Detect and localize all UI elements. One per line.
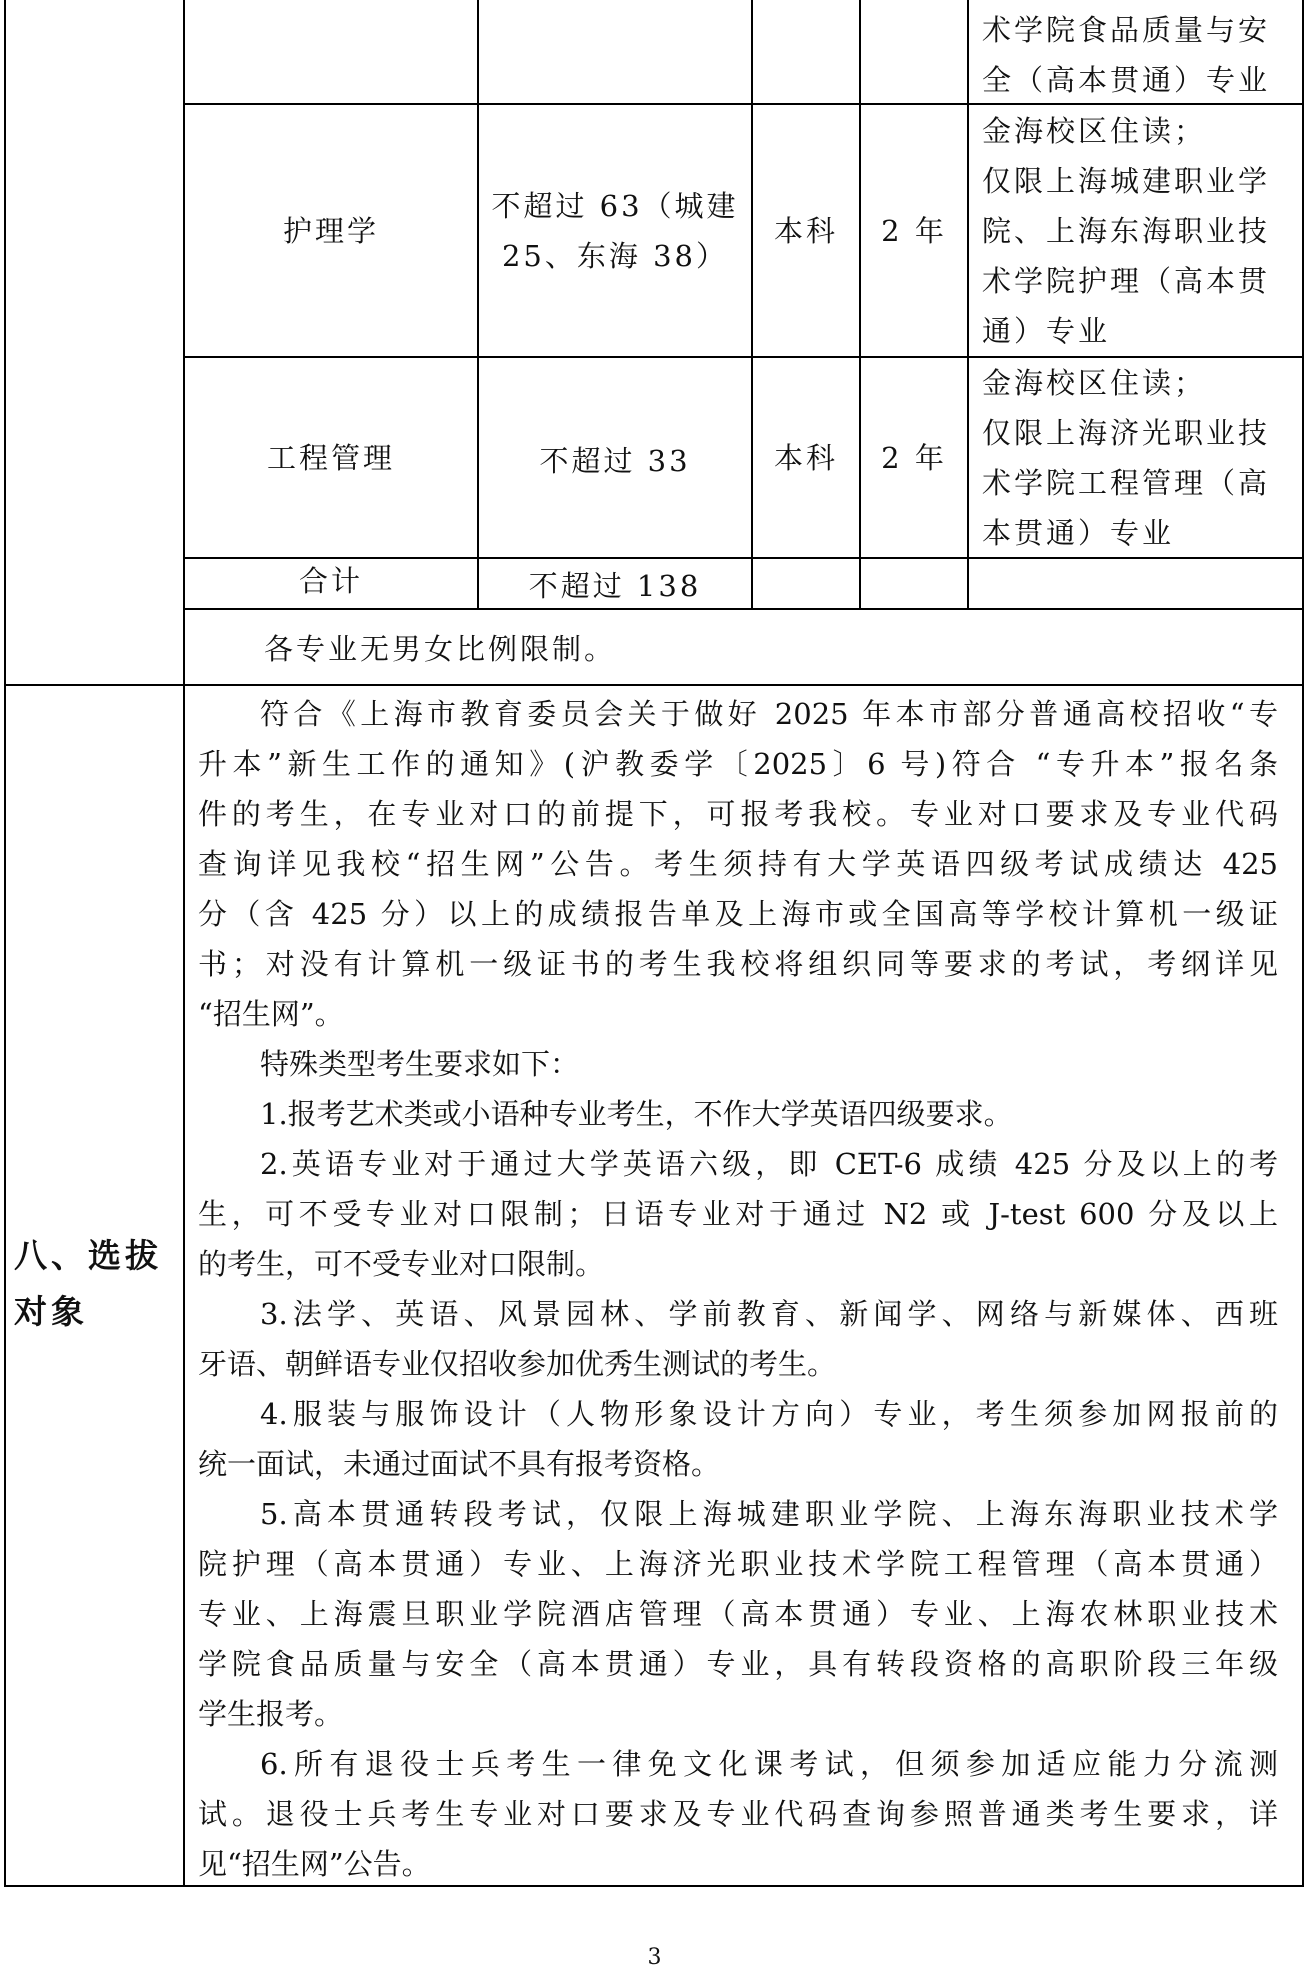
table-border-right bbox=[1302, 0, 1304, 1887]
notes-cell-nursing: 金海校区住读； 仅限上海城建职业学 院、上海东海职业技 术学院护理（高本贯 通）专业 bbox=[982, 114, 1271, 348]
years-cell-nursing: 2 年 bbox=[881, 213, 947, 248]
paragraph-item-2: 2.英语专业对于通过大学英语六级，即 CET-6 成绩 425 分及以上的考 生，可不受专业对口限制；日语专业对于通过 N2 或 J-test 600 分及以上 的考生，可不受专业对口限制。 bbox=[198, 1147, 1278, 1281]
total-quota-cell: 不超过 138 bbox=[528, 569, 702, 603]
notes-cell-engineering-management: 金海校区住读； 仅限上海济光职业技 术学院工程管理（高 本贯通）专业 bbox=[982, 366, 1271, 550]
paragraph-special-intro: 特殊类型考生要求如下： bbox=[260, 1047, 580, 1081]
paragraph-item-6: 6.所有退役士兵考生一律免文化课考试，但须参加适应能力分流测 试。退役士兵考生专业对口要求及专业代码查询参照普通类考生要求，详 见“招生网”公告。 bbox=[198, 1747, 1278, 1881]
years-cell-engineering-management: 2 年 bbox=[881, 440, 947, 475]
section-title: 八、选拔 对象 bbox=[14, 1236, 162, 1331]
quota-cell-nursing: 不超过 63（城建 25、东海 38） bbox=[491, 188, 739, 273]
total-label-cell: 合计 bbox=[298, 564, 363, 598]
major-cell-engineering-management bbox=[185, 358, 477, 557]
paragraph-item-4: 4.服装与服饰设计（人物形象设计方向）专业，考生须参加网报前的 统一面试，未通过面试不具有报考资格。 bbox=[198, 1397, 1278, 1481]
table-row-divider bbox=[4, 684, 1304, 686]
paragraph-item-5: 5.高本贯通转段考试，仅限上海城建职业学院、上海东海职业技术学 院护理（高本贯通）专业、上海济光职业技术学院工程管理（高本贯通） 专业、上海震旦职业学院酒店管理（高本贯通）专业、上海农林职业技术 学院食品质量与安全（高本贯通）专业，具有转段资格的高职阶段三年级 学生报考。 bbox=[198, 1497, 1278, 1731]
level-cell-nursing: 本科 bbox=[773, 213, 838, 248]
table-col-divider bbox=[967, 0, 969, 610]
page-number: 3 bbox=[647, 1945, 662, 1970]
table-row-divider bbox=[183, 608, 1304, 610]
quota-cell-engineering-management: 不超过 33 bbox=[539, 443, 691, 478]
paragraph-item-3: 3.法学、英语、风景园林、学前教育、新闻学、网络与新媒体、西班 牙语、朝鲜语专业仅招收参加优秀生测试的考生。 bbox=[198, 1297, 1278, 1381]
paragraph-item-1: 1.报考艺术类或小语种专业考生，不作大学英语四级要求。 bbox=[260, 1097, 1013, 1131]
table-border-left bbox=[4, 0, 6, 1887]
major-name: 护理学 bbox=[282, 213, 379, 248]
gender-ratio-note: 各专业无男女比例限制。 bbox=[264, 632, 617, 666]
paragraph-eligibility: 符合《上海市教育委员会关于做好 2025 年本市部分普通高校招收“专 升本”新生工作的通知》(沪教委学〔2025〕6 号)符合 “专升本”报名条 件的考生，在专业对口的前提下，可报考我校。专业对口要求及专业代码 查询详见我校“招生网”公告。考生须持有大学英语四级考试成绩达 425 分（含 425 分）以上的成绩报告单及上海市或全国高等学校计算机一级证 书；对没有计算机一级证书的考生我校将组织同等要求的考试，考纲详见 “招生网”。 bbox=[198, 697, 1278, 1031]
level-cell-engineering-management: 本科 bbox=[773, 440, 838, 475]
notes-cell-row1: 术学院食品质量与安 全（高本贯通）专业 bbox=[982, 13, 1271, 97]
major-cell-nursing bbox=[185, 105, 477, 356]
major-name: 工程管理 bbox=[266, 440, 395, 475]
